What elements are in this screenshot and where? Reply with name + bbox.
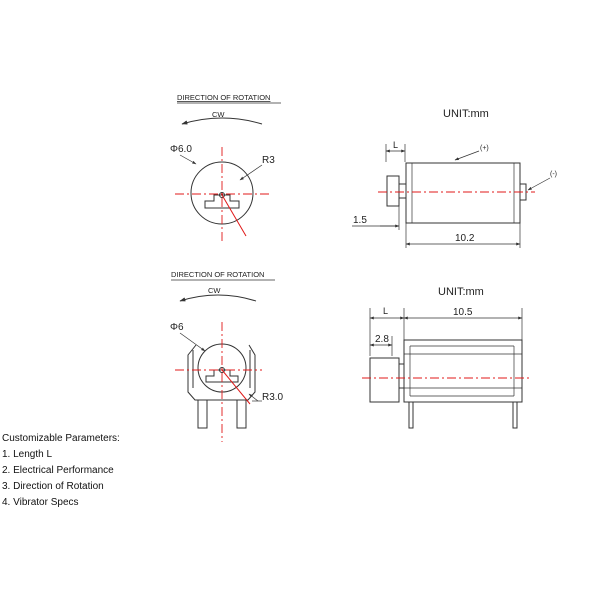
shaft-dim-label: 1.5 (353, 215, 367, 226)
pcb-pin-front (409, 402, 413, 428)
weight-dim-label: 2.8 (375, 334, 389, 345)
rotation-label: CW (208, 286, 221, 295)
unit-label: UNIT:mm (438, 286, 484, 298)
notes-item: 4. Vibrator Specs (2, 497, 79, 508)
rotation-label: CW (212, 110, 225, 119)
motor-body (404, 340, 522, 402)
rotation-title: DIRECTION OF ROTATION (177, 93, 271, 102)
top-side-view (352, 108, 557, 248)
radius-label: R3 (262, 155, 275, 166)
bottom-side-view (362, 286, 532, 428)
eccentric-weight (387, 176, 399, 206)
customizable-parameters (2, 431, 120, 511)
motor-body (406, 163, 520, 223)
rotation-arrow (180, 295, 256, 301)
body-length-label: 10.2 (455, 233, 475, 244)
terminal-plus-label: (+) (480, 145, 489, 152)
top-front-view (170, 93, 281, 243)
terminal-minus-label: (-) (550, 171, 557, 178)
pcb-pin-rear (513, 402, 517, 428)
pcb-pin-right (237, 400, 246, 428)
radius-label: R3.0 (262, 392, 284, 403)
pcb-pin-left (198, 400, 207, 428)
unit-label: UNIT:mm (443, 108, 489, 120)
notes-title: Customizable Parameters: (2, 433, 120, 444)
shaft-collar (399, 364, 404, 388)
notes-item: 1. Length L (2, 449, 53, 460)
bottom-front-view (170, 270, 284, 442)
diameter-label: Φ6.0 (170, 144, 192, 155)
length-l-label: L (383, 306, 389, 316)
notes-item: 2. Electrical Performance (2, 465, 114, 476)
diameter-label: Φ6 (170, 322, 184, 333)
length-l-label: L (393, 140, 399, 150)
notes-item: 3. Direction of Rotation (2, 481, 104, 492)
rotation-title: DIRECTION OF ROTATION (171, 270, 265, 279)
eccentric-weight (370, 358, 399, 402)
shaft-collar (399, 184, 406, 198)
body-length-label: 10.5 (453, 307, 473, 318)
